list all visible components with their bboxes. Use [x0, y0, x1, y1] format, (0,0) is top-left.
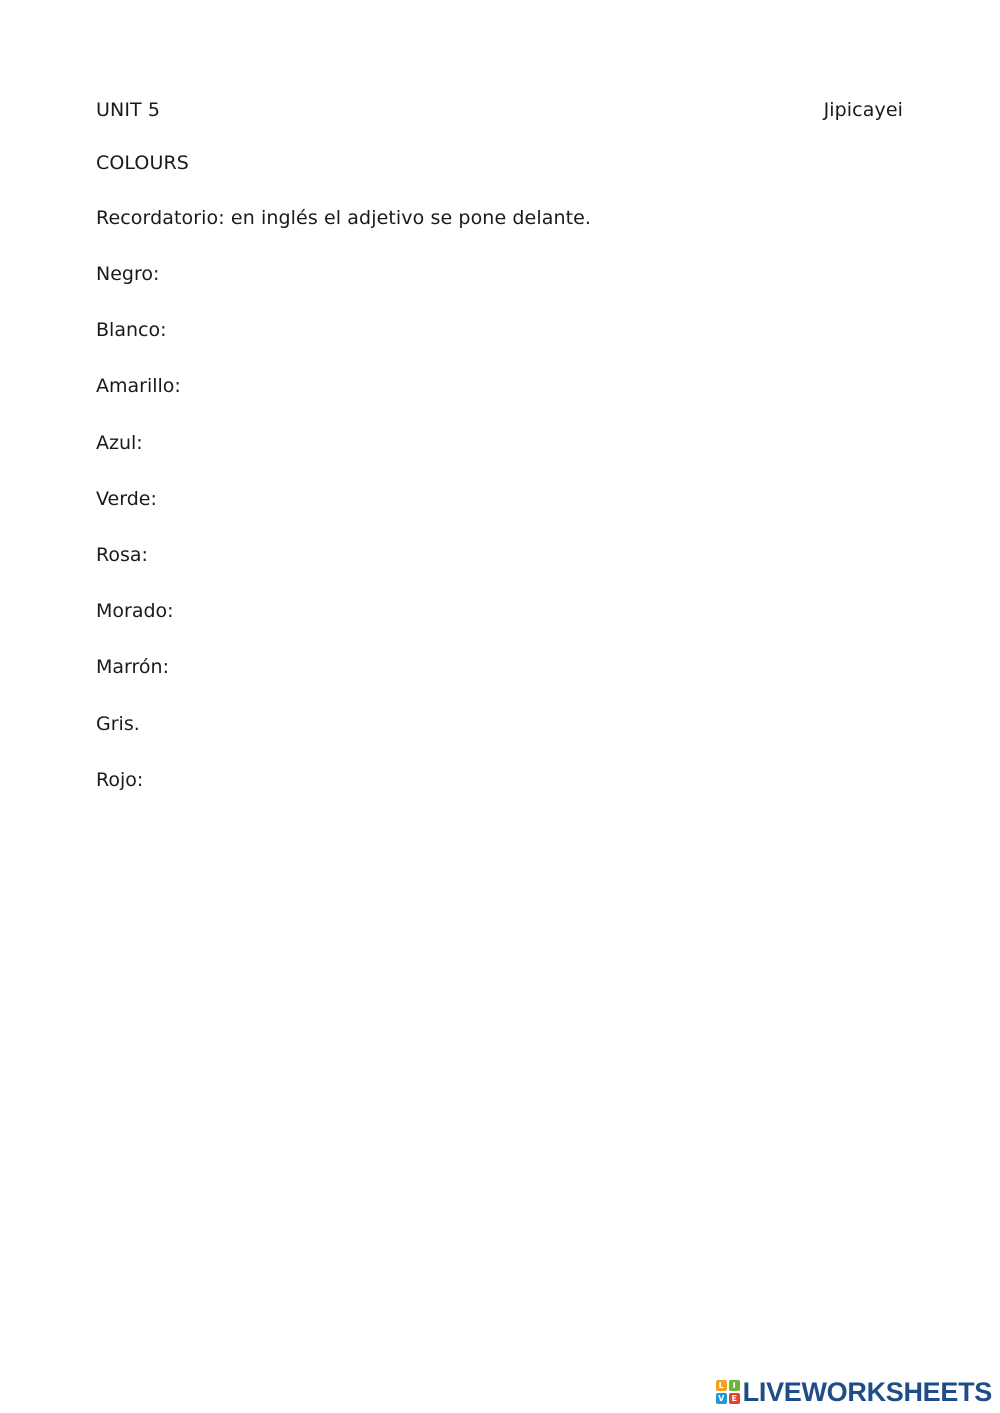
liveworksheets-brand-text: LIVEWORKSHEETS: [742, 1377, 992, 1407]
vocab-item-negro: Negro:: [96, 263, 160, 285]
vocab-item-blanco: Blanco:: [96, 319, 167, 342]
vocab-item-amarillo: Amarillo:: [96, 375, 181, 398]
logo-cell-e: E: [729, 1393, 740, 1404]
vocab-item-marron: Marrón:: [96, 656, 169, 679]
logo-cell-i: I: [729, 1380, 740, 1391]
subject-heading: COLOURS: [96, 152, 189, 174]
liveworksheets-logo-icon: [716, 1380, 740, 1404]
vocab-item-rosa: Rosa:: [96, 543, 148, 566]
vocab-item-azul: Azul:: [96, 431, 143, 454]
liveworksheets-logo: [716, 1377, 992, 1407]
logo-cell-v: V: [716, 1393, 727, 1404]
vocab-item-rojo: Rojo:: [96, 768, 144, 791]
unit-title: UNIT 5: [96, 99, 161, 121]
vocab-item-verde: Verde:: [96, 487, 157, 510]
logo-cell-l: L: [716, 1380, 727, 1391]
vocab-item-morado: Morado:: [96, 600, 174, 623]
author-name: Jipicayei: [823, 99, 903, 121]
reminder-note: Recordatorio: en inglés el adjetivo se pone delante.: [96, 207, 592, 229]
vocabulary-list: [96, 262, 181, 824]
vocab-item-gris: Gris.: [96, 712, 140, 735]
